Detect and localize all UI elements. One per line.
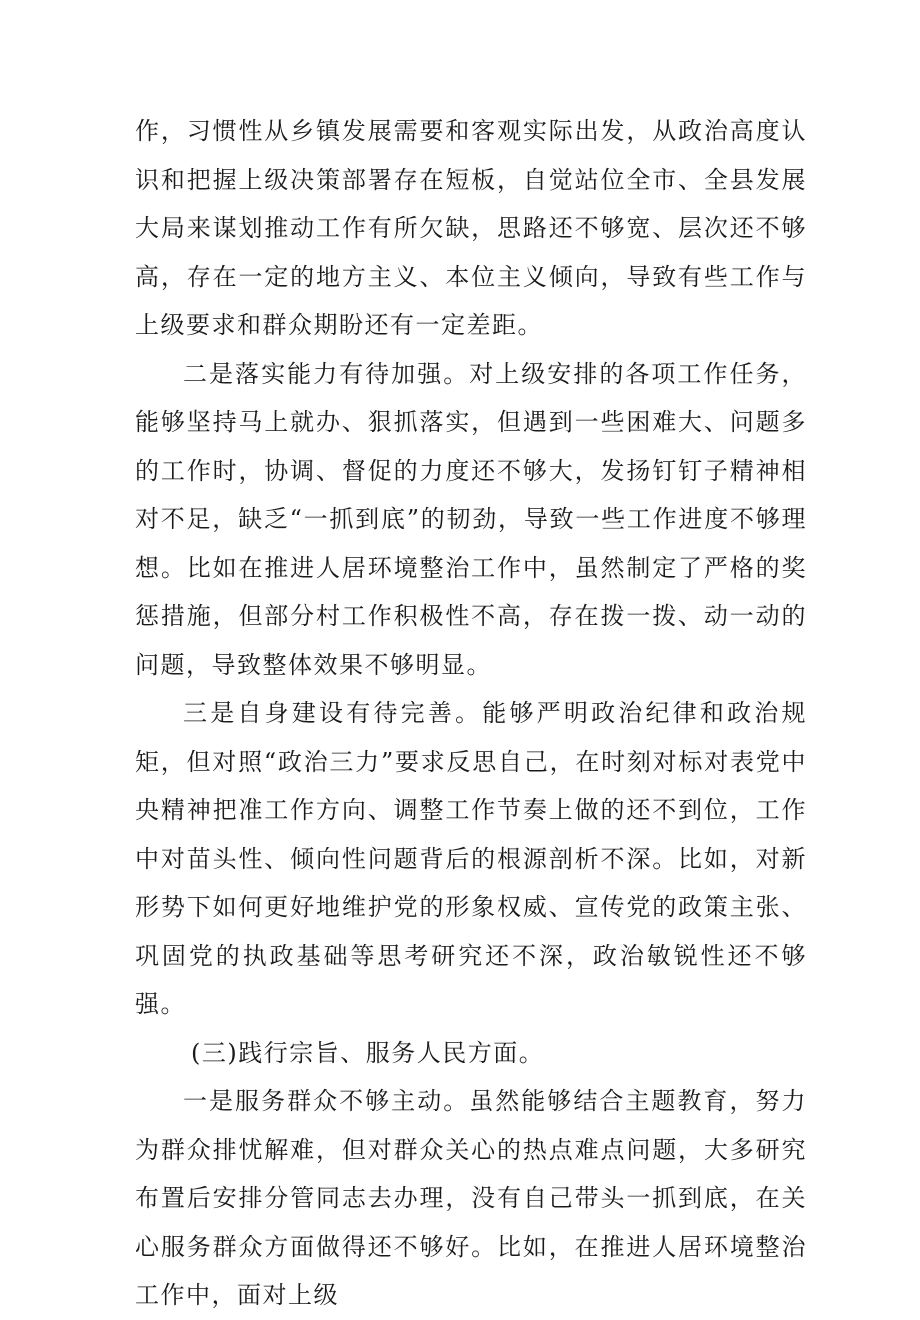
document-body bbox=[135, 107, 807, 1320]
paragraph-continuation: 作，习惯性从乡镇发展需要和客观实际出发，从政治高度认识和把握上级决策部署存在短板，自觉站位全市、全县发展大局来谋划推动工作有所欠缺，思路还不够宽、层次还不够高，存在一定的地方主义、本位主义倾向，导致有些工作与上级要求和群众期盼还有一定差距。 bbox=[135, 117, 807, 339]
paragraph-serving-masses: 一是服务群众不够主动。虽然能够结合主题教育，努力为群众排忧解难，但对群众关心的热点难点问题，大多研究布置后安排分管同志去办理，没有自己带头一抓到底，在关心服务群众方面做得还不够好。比如，在推进人居环境整治工作中，面对上级 bbox=[135, 1087, 807, 1309]
section-heading: (三)践行宗旨、服务人民方面。 bbox=[191, 1038, 545, 1067]
paragraph-self-building: 三是自身建设有待完善。能够严明政治纪律和政治规矩，但对照“政治三力”要求反思自己，在时刻对标对表党中央精神把准工作方向、调整工作节奏上做的还不到位，工作中对苗头性、倾向性问题背后的根源剖析不深。比如，对新形势下如何更好地维护党的形象权威、宣传党的政策主张、巩固党的执政基础等思考研究还不深，政治敏锐性还不够强。 bbox=[135, 699, 807, 1018]
paragraph-implementation-capability: 二是落实能力有待加强。对上级安排的各项工作任务，能够坚持马上就办、狠抓落实，但遇到一些困难大、问题多的工作时，协调、督促的力度还不够大，发扬钉钉子精神相对不足，缺乏“一抓到底”的韧劲，导致一些工作进度不够理想。比如在推进人居环境整治工作中，虽然制定了严格的奖惩措施，但部分村工作积极性不高，存在拨一拨、动一动的问题，导致整体效果不够明显。 bbox=[135, 359, 807, 679]
